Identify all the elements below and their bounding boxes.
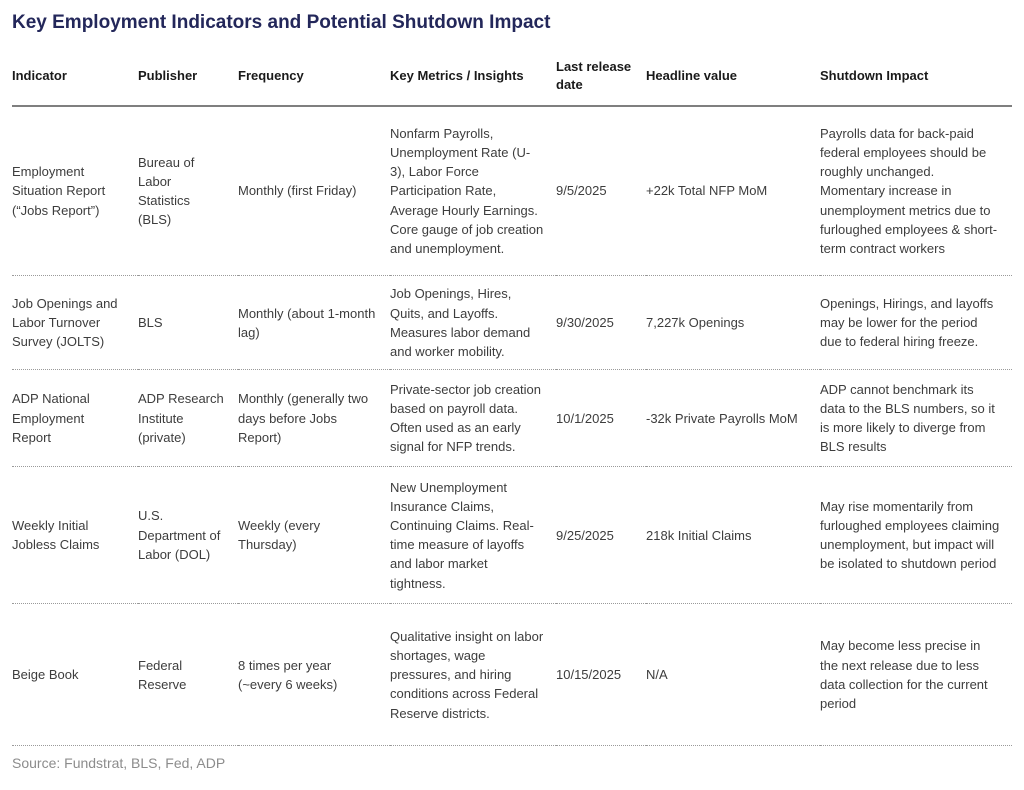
cell-last-release-date: 10/1/2025 (556, 410, 614, 426)
cell-last-release-date: 9/30/2025 (556, 315, 614, 331)
source-note: Source: Fundstrat, BLS, Fed, ADP (12, 755, 226, 772)
cell-shutdown-impact: Payrolls data for back-paid federal employees should be roughly unchanged. Momentary increase in unemployment metrics due to furloughed employees & short-term contract workers (820, 125, 998, 257)
cell-key-metrics: Private-sector job creation based on payroll data. Often used as an early signal for NFP trends. (390, 381, 542, 455)
table-row-jobless-claims (12, 467, 1012, 604)
table-row-employment-situation (12, 106, 1012, 276)
page-title: Key Employment Indicators and Potential Shutdown Impact (12, 12, 551, 33)
col-header-last-release-date: Last release date (556, 59, 632, 92)
col-header-frequency: Frequency (238, 68, 304, 84)
cell-headline-value: 7,227k Openings (646, 315, 745, 331)
col-header-headline-value: Headline value (646, 68, 738, 84)
table-row-adp (12, 370, 1012, 467)
cell-shutdown-impact: ADP cannot benchmark its data to the BLS numbers, so it is more likely to diverge from BLS results (820, 381, 995, 455)
cell-publisher: U.S. Department of Labor (DOL) (138, 508, 221, 562)
cell-publisher: Bureau of Labor Statistics (BLS) (138, 154, 195, 228)
cell-key-metrics: Qualitative insight on labor shortages, wage pressures, and hiring conditions across Federal Reserve districts. (390, 628, 544, 721)
cell-key-metrics: Job Openings, Hires, Quits, and Layoffs. Measures labor demand and worker mobility. (390, 286, 531, 359)
table-row-jolts (12, 276, 1012, 370)
table-header-row (12, 47, 1012, 106)
cell-frequency: Monthly (about 1-month lag) (238, 305, 376, 340)
cell-headline-value: N/A (646, 667, 668, 683)
cell-indicator: Employment Situation Report (“Jobs Report”) (12, 164, 106, 218)
cell-frequency: Weekly (every Thursday) (238, 518, 321, 553)
indicators-table (12, 47, 1012, 746)
table-row-beige-book (12, 604, 1012, 746)
cell-publisher: BLS (138, 315, 163, 331)
cell-shutdown-impact: May rise momentarily from furloughed employees claiming unemployment, but impact will be isolated to shutdown period (820, 498, 1000, 572)
cell-shutdown-impact: Openings, Hirings, and layoffs may be lower for the period due to federal hiring freeze. (820, 295, 994, 350)
cell-publisher: Federal Reserve (138, 657, 187, 692)
cell-frequency: Monthly (first Friday) (238, 183, 357, 199)
cell-indicator: ADP National Employment Report (12, 391, 90, 445)
cell-indicator: Weekly Initial Jobless Claims (12, 518, 100, 553)
cell-headline-value: -32k Private Payrolls MoM (646, 410, 798, 426)
cell-headline-value: 218k Initial Claims (646, 527, 752, 543)
col-header-indicator: Indicator (12, 68, 67, 84)
cell-indicator: Beige Book (12, 667, 79, 683)
col-header-shutdown-impact: Shutdown Impact (820, 68, 929, 84)
cell-key-metrics: Nonfarm Payrolls, Unemployment Rate (U-3), Labor Force Participation Rate, Average Hourly Earnings. Core gauge of job creation and unemployment. (390, 125, 544, 257)
col-header-publisher: Publisher (138, 68, 198, 84)
cell-indicator: Job Openings and Labor Turnover Survey (JOLTS) (12, 295, 118, 350)
cell-last-release-date: 9/25/2025 (556, 527, 614, 543)
cell-frequency: 8 times per year (~every 6 weeks) (238, 657, 338, 692)
cell-frequency: Monthly (generally two days before Jobs Report) (238, 391, 369, 445)
cell-publisher: ADP Research Institute (private) (138, 391, 224, 445)
cell-shutdown-impact: May become less precise in the next release due to less data collection for the current period (820, 638, 988, 711)
cell-last-release-date: 10/15/2025 (556, 667, 622, 683)
cell-last-release-date: 9/5/2025 (556, 183, 607, 199)
cell-key-metrics: New Unemployment Insurance Claims, Continuing Claims. Real-time measure of layoffs and labor market tightness. (390, 479, 534, 591)
cell-headline-value: +22k Total NFP MoM (646, 183, 768, 199)
col-header-key-metrics: Key Metrics / Insights (390, 68, 524, 84)
